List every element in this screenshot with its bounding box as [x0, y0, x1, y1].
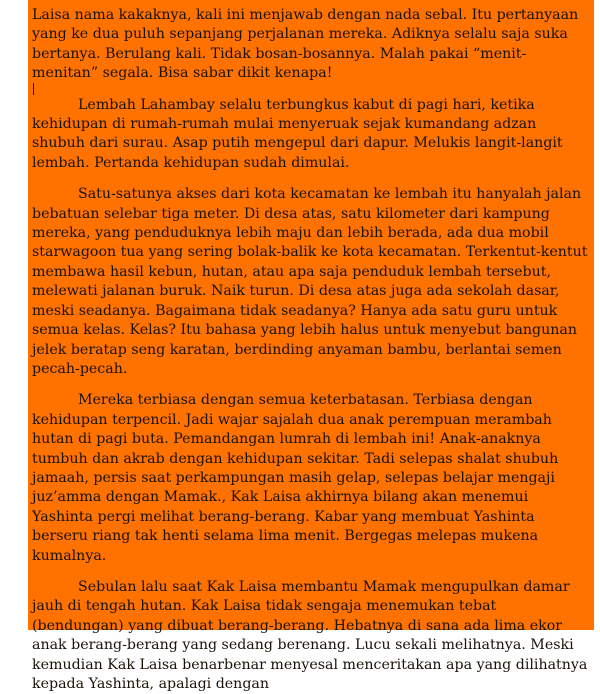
- document-page: [28, 0, 594, 692]
- paragraph-1: Laisa nama kakaknya, kali ini menjawab dengan nada sebal. Itu pertanyaan yang ke dua puluh sepanjang perjalanan mereka. Adiknya selalu saja suka bertanya. Berulang kali. Tidak bosan-bosannya. Malah pakai “menit-menitan” segala. Bisa sabar dikit kenapa!: [32, 7, 579, 82]
- paragraph-4: Mereka terbiasa dengan semua keterbatasan. Terbiasa dengan kehidupan terpencil. Jadi wajar sajalah dua anak perempuan merambah hutan di pagi buta. Pemandangan lumrah di lembah ini! Anak-anaknya tumbuh dan akrab dengan kehidupan sekitar. Tadi selepas shalat shubuh jamaah, persis saat perkampungan masih gelap, selepas belajar mengaji juz’amma dengan Mamak., Kak Laisa akhirnya bilang akan menemui Yashinta pergi melihat berang-berang. Kabar yang membuat Yashinta berseru riang tak henti selama lima menit. Bergegas melepas mukena kumalnya.: [32, 392, 559, 564]
- text-cursor: [33, 83, 34, 95]
- paragraph-2: Lembah Lahambay selalu terbungkus kabut di pagi hari, ketika kehidupan di rumah-rumah mulai menyeruak sejak kumandang adzan shubuh dari surau. Asap putih mengepul dari dapur. Melukis langit-langit lembah. Pertanda kehidupan sudah dimulai.: [32, 96, 563, 171]
- paragraph-5: Sebulan lalu saat Kak Laisa membantu Mamak mengupulkan damar jauh di tengah hutan. Kak Laisa tidak sengaja menemukan tebat (bendungan) yang dibuat berang-berang. Hebatnya di sana ada lima ekor anak berang-berang yang sedang berenang. Lucu sekali melihatnya. Meski kemudian Kak Laisa benarbenar menyesal menceritakan apa yang dilihatnya kepada Yashinta, apalagi dengan: [32, 578, 588, 692]
- document-body: [28, 0, 594, 694]
- paragraph-3: Satu-satunya akses dari kota kecamatan ke lembah itu hanyalah jalan bebatuan selebar tiga meter. Di desa atas, satu kilometer dari kampung mereka, yang penduduknya lebih maju dan lebih berada, ada dua mobil starwagoon tua yang sering bolak-balik ke kota kecamatan. Terkentut-kentut membawa hasil kebun, hutan, atau apa saja penduduk lembah tersebut, melewati jalanan buruk. Naik turun. Di desa atas juga ada sekolah dasar, meski seadanya. Bagaimana tidak seadanya? Hanya ada satu guru untuk semua kelas. Kelas? Itu bahasa yang lebih halus untuk menyebut bangunan jelek beratap seng karatan, berdinding anyaman bambu, berlantai semen pecah-pecah.: [32, 186, 588, 377]
